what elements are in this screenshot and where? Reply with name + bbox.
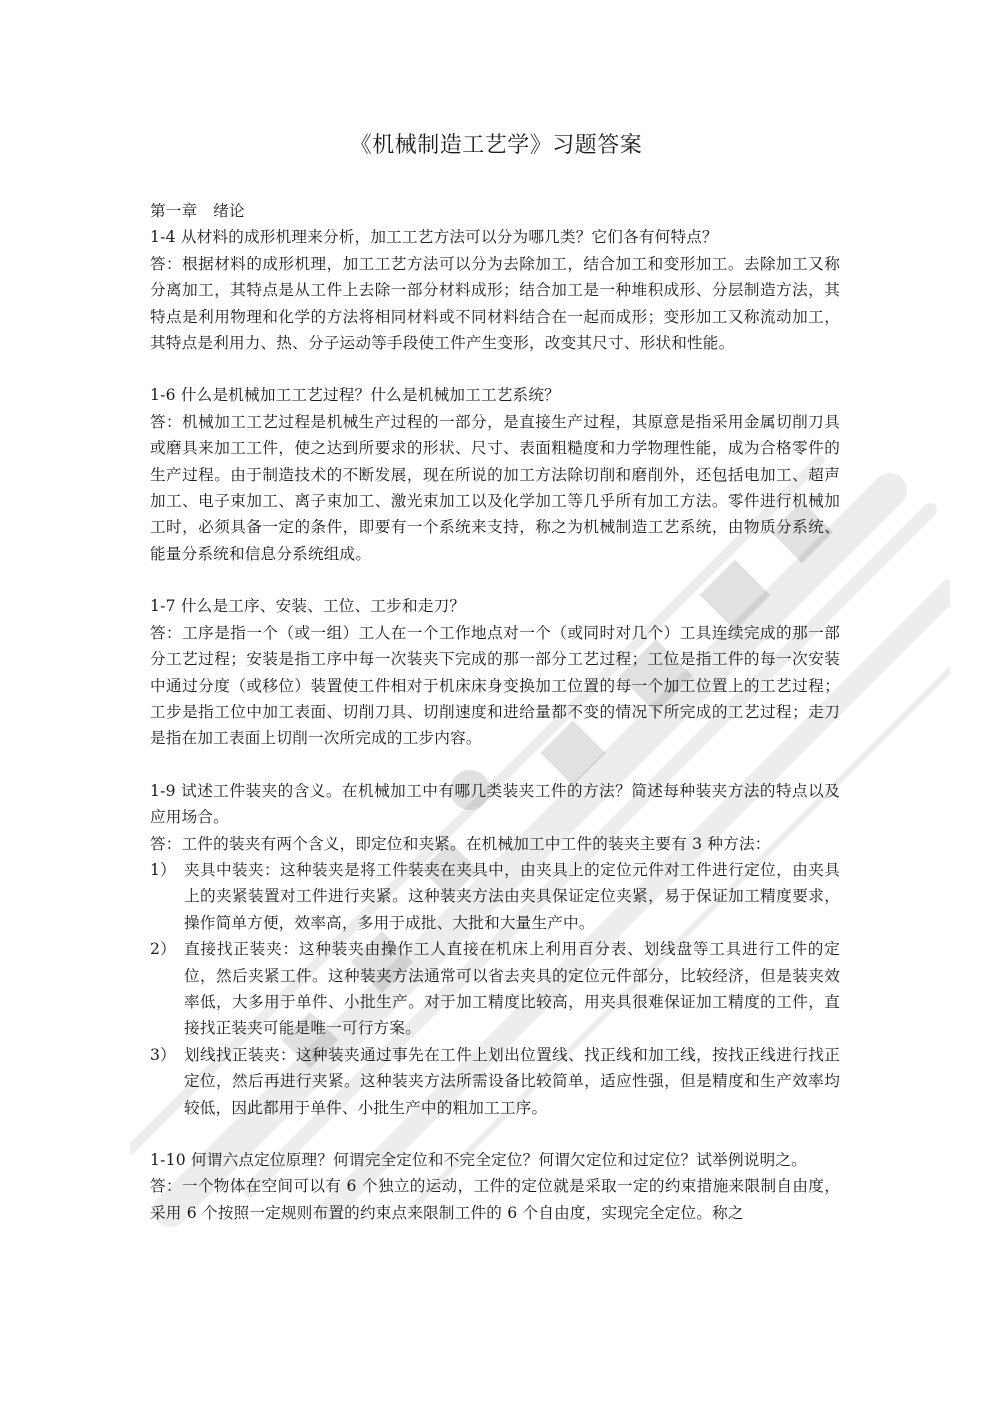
list-text: 划线找正装夹：这种装夹通过事先在工件上划出位置线、找正线和加工线，按找正线进行找正定位，然后再进行夹紧。这种装夹方法所需设备比较简单，适应性强，但是精度和生产效率均较低，因此都用于单件、小批生产中的粗加工工序。 <box>184 1045 840 1117</box>
question-1-7: 1-7 什么是工序、安装、工位、工步和走刀？ <box>150 597 466 616</box>
answer-1-6: 答：机械加工工艺过程是机械生产过程的一部分，是直接生产过程，其原意是指采用金属切削刀具或磨具来加工工件，使之达到所要求的形状、尺寸、表面粗糙度和力学物理性能，成为合格零件的生产过程。由于制造技术的不断发展，现在所说的加工方法除切削和磨削外，还包括电加工、超声加工、电子束加工、离子束加工、激光束加工以及化学加工等几乎所有加工方法。零件进行机械加工时，必须具备一定的条件，即要有一个系统来支持，称之为机械制造工艺系统，由物质分系统、能量分系统和信息分系统组成。 <box>150 412 840 563</box>
section-gap <box>150 752 840 778</box>
question-1-10: 1-10 何谓六点定位原理？何谓完全定位和不完全定位？何谓欠定位和过定位？试举例说明之。 <box>150 1151 807 1169</box>
chapter-heading: 第一章 绪论 <box>150 202 245 220</box>
list-number: 3） <box>150 1045 176 1064</box>
answer-1-4: 答：根据材料的成形机理，加工工艺方法可以分为去除加工，结合加工和变形加工。去除加工又称分离加工，其特点是从工件上去除一部分材料成形；结合加工是一种堆积成形、分层制造方法，其特点是利用物理和化学的方法将相同材料或不同材料结合在一起而成形；变形加工又称流动加工，其特点是利用力、热、分子运动等手段使工件产生变形，改变其尺寸、形状和性能。 <box>150 254 840 353</box>
list-item <box>150 936 840 1042</box>
list-item <box>150 857 840 936</box>
list-number: 2） <box>150 940 176 959</box>
section-gap <box>150 1121 840 1147</box>
document-body <box>150 198 840 1226</box>
question-1-4: 1-4 从材料的成形机理来分析，加工工艺方法可以分为哪几类？它们各有何特点？ <box>150 228 718 247</box>
section-gap <box>150 356 840 382</box>
answer-1-10: 答：一个物体在空间可以有 6 个独立的运动，工件的定位就是采取一定的约束措施来限制自由度，采用 6 个按照一定规则布置的约束点来限制工件的 6 个自由度，实现完全定位。称之 <box>150 1177 840 1222</box>
question-1-6: 1-6 什么是机械加工工艺过程？什么是机械加工工艺系统？ <box>150 386 560 405</box>
question-1-9: 1-9 试述工件装夹的含义。在机械加工中有哪几类装夹工件的方法？简述每种装夹方法的特点以及应用场合。 <box>150 781 840 827</box>
answer-1-7: 答：工序是指一个（或一组）工人在一个工作地点对一个（或同时对几个）工具连续完成的那一部分工艺过程；安装是指工序中每一次装夹下完成的那一部分工艺过程；工位是指工件的每一次安装中通过分度（或移位）装置使工件相对于机床床身变换加工位置的每一个加工位置上的工艺过程；工步是指工位中加工表面、切削刀具、切削速度和进给量都不变的情况下所完成的工艺过程；走刀是指在加工表面上切削一次所完成的工步内容。 <box>150 623 840 748</box>
answer-1-9: 答：工件的装夹有两个含义，即定位和夹紧。在机械加工中工件的装夹主要有 3 种方法： <box>150 834 771 853</box>
list-item <box>150 1042 840 1121</box>
list-text: 夹具中装夹：这种装夹是将工件装夹在夹具中，由夹具上的定位元件对工件进行定位，由夹具上的夹紧装置对工件进行夹紧。这种装夹方法由夹具保证定位夹紧，易于保证加工精度要求，操作简单方便，效率高，多用于成批、大批和大量生产中。 <box>184 860 840 932</box>
list-number: 1） <box>150 860 176 879</box>
section-gap <box>150 567 840 593</box>
list-text: 直接找正装夹：这种装夹由操作工人直接在机床上利用百分表、划线盘等工具进行工件的定位，然后夹紧工件。这种装夹方法通常可以省去夹具的定位元件部分，比较经济，但是装夹效率低，大多用于单件、小批生产。对于加工精度比较高，用夹具很难保证加工精度的工件，直接找正装夹可能是唯一可行方案。 <box>184 940 840 1038</box>
document-title: 《机械制造工艺学》习题答案 <box>349 133 643 158</box>
